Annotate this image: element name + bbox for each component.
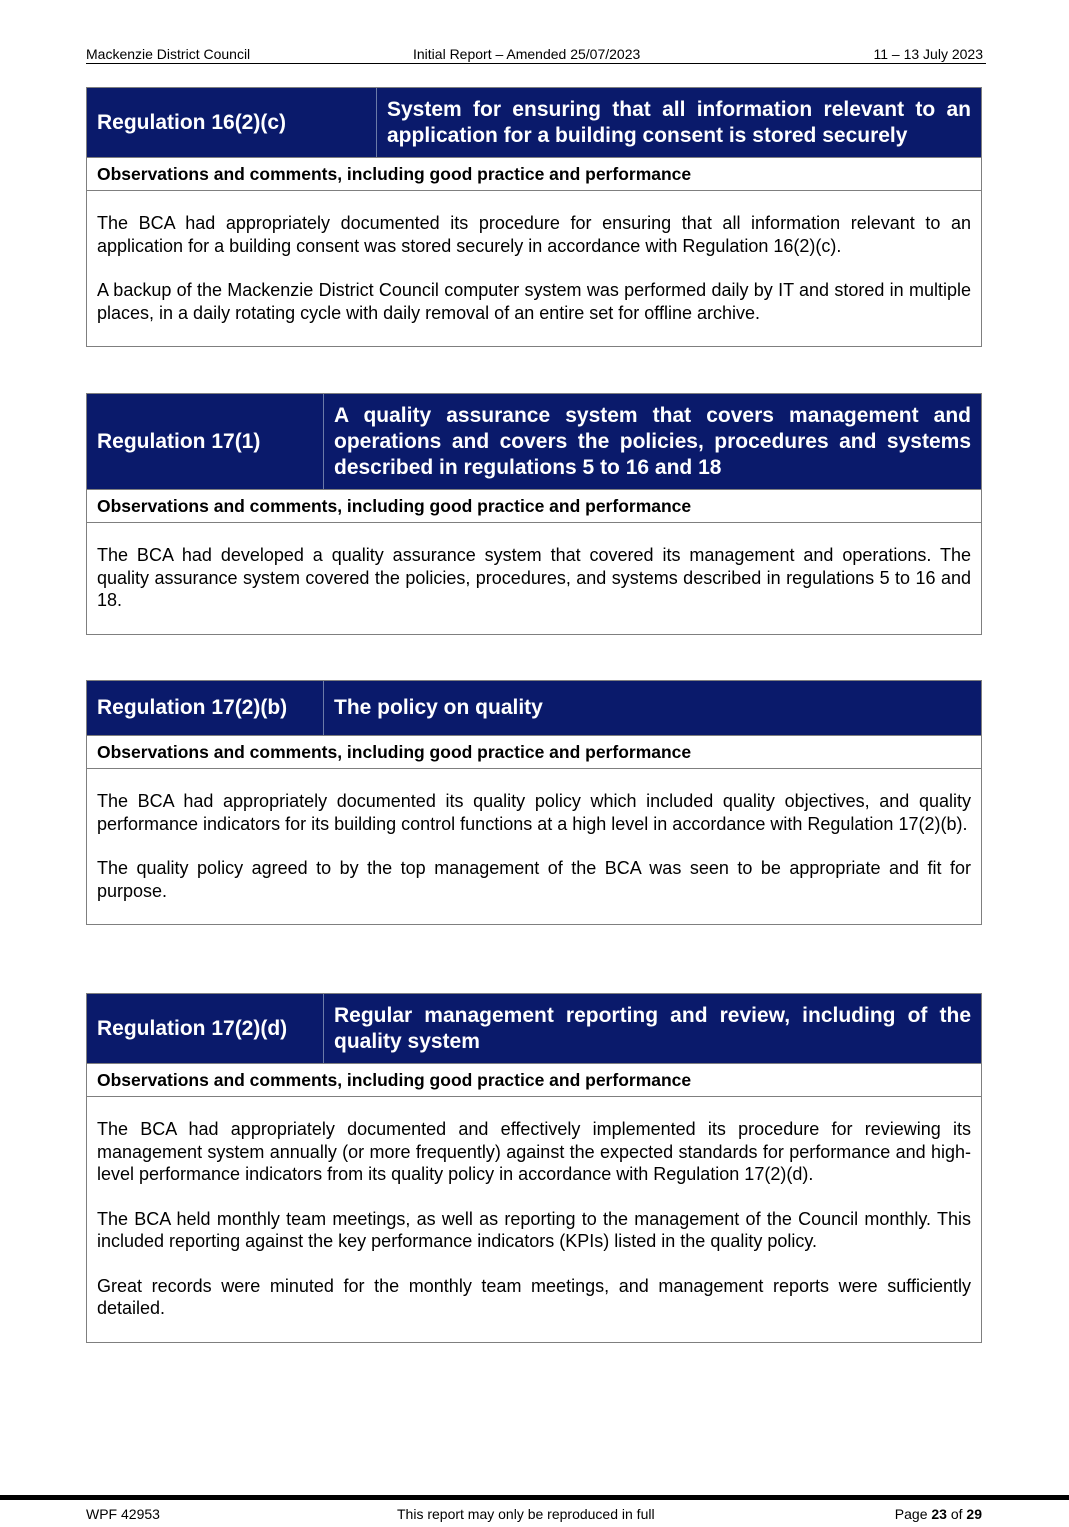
regulation-number: Regulation 17(2)(d) bbox=[87, 994, 324, 1063]
header-organization: Mackenzie District Council bbox=[86, 46, 251, 62]
regulation-header bbox=[87, 994, 981, 1063]
page-header bbox=[86, 46, 986, 64]
regulation-title: A quality assurance system that covers management and operations and covers the policies, procedures and systems described in regulations 5 to 16 and 18 bbox=[334, 403, 971, 479]
regulation-body bbox=[87, 523, 981, 634]
regulation-header bbox=[87, 681, 981, 735]
header-dates: 11 – 13 July 2023 bbox=[873, 46, 983, 62]
paragraph: The BCA had developed a quality assurance system that covered its management and operations. The quality assurance system covered the policies, procedures, and systems described in regulations 5 to 16 and 18. bbox=[97, 545, 971, 610]
paragraph: The BCA had appropriately documented its quality policy which included quality objectives, and quality performance indicators for its building control functions at a high level in accordance with Regulation 17(2)(b). bbox=[97, 791, 971, 834]
regulation-block-17-2-b bbox=[86, 680, 982, 925]
footer-reference: WPF 42953 bbox=[86, 1506, 160, 1522]
regulation-body bbox=[87, 191, 981, 346]
regulation-block-17-2-d bbox=[86, 993, 982, 1343]
regulation-title: Regular management reporting and review, including of the quality system bbox=[334, 1003, 971, 1053]
regulation-number: Regulation 17(1) bbox=[87, 394, 324, 489]
observations-label: Observations and comments, including good practice and performance bbox=[87, 735, 981, 769]
paragraph: Great records were minuted for the monthly team meetings, and management reports were sufficiently detailed. bbox=[97, 1275, 971, 1318]
observations-label: Observations and comments, including good practice and performance bbox=[87, 157, 981, 191]
page-number: Page 23 of 29 bbox=[894, 1506, 982, 1522]
regulation-number: Regulation 16(2)(c) bbox=[87, 88, 377, 157]
regulation-title: The policy on quality bbox=[334, 696, 543, 719]
paragraph: The quality policy agreed to by the top management of the BCA was seen to be appropriate and fit for purpose. bbox=[97, 858, 971, 901]
paragraph: The BCA had appropriately documented its procedure for ensuring that all information relevant to an application for a building consent was stored securely in accordance with Regulation 16(2)(c). bbox=[97, 213, 971, 256]
paragraph: A backup of the Mackenzie District Council computer system was performed daily by IT and stored in multiple places, in a daily rotating cycle with daily removal of an entire set for offline archive. bbox=[97, 280, 971, 323]
observations-label: Observations and comments, including good practice and performance bbox=[87, 489, 981, 523]
regulation-block-16-2-c bbox=[86, 87, 982, 347]
header-report-title: Initial Report – Amended 25/07/2023 bbox=[413, 46, 641, 62]
observations-label: Observations and comments, including good practice and performance bbox=[87, 1063, 981, 1097]
regulation-body bbox=[87, 769, 981, 924]
page-footer bbox=[86, 1506, 984, 1523]
footer-rule bbox=[0, 1495, 1069, 1500]
paragraph: The BCA had appropriately documented and effectively implemented its procedure for reviewing its management system annually (or more frequently) against the expected standards for performance and high-level performance indicators from its quality policy in accordance with Regulation 17(2)(d). bbox=[97, 1119, 971, 1184]
regulation-title: System for ensuring that all information relevant to an application for a building consent is stored securely bbox=[387, 97, 971, 147]
regulation-block-17-1 bbox=[86, 393, 982, 635]
regulation-header bbox=[87, 88, 981, 157]
regulation-header bbox=[87, 394, 981, 489]
regulation-body bbox=[87, 1097, 981, 1342]
regulation-number: Regulation 17(2)(b) bbox=[87, 681, 324, 735]
paragraph: The BCA held monthly team meetings, as well as reporting to the management of the Council monthly. This included reporting against the key performance indicators (KPIs) listed in the quality policy. bbox=[97, 1208, 971, 1251]
footer-notice: This report may only be reproduced in full bbox=[397, 1506, 655, 1522]
